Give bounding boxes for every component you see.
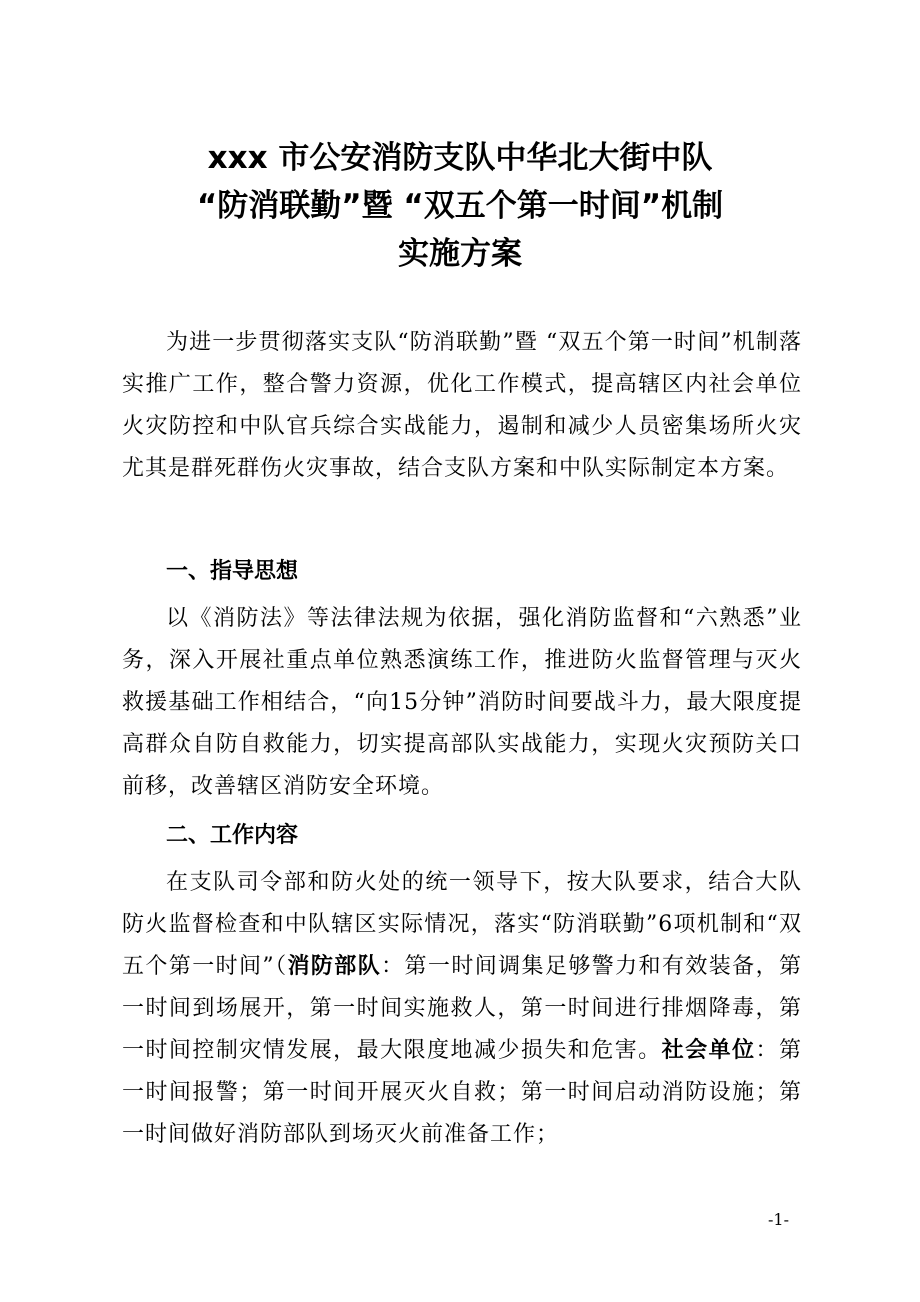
label-fire-department: 消防部队 <box>287 954 382 979</box>
title-line-1: xxx 市公安消防支队中华北大街中队 <box>207 140 713 176</box>
work-content-text-b: ：第一时间调集足够警力和有效装备，第一时间到场展开，第一时间实施救人，第一时间进行排烟降毒，第一时间控制灾情发展，最大限度地减少损失和危害。 <box>122 954 802 1063</box>
title-line-2: “防消联勤”暨 “双五个第一时间”机制 <box>196 188 724 224</box>
work-content-text-c: ：第一时间报警；第一时间开展灭火自救；第一时间启动消防设施；第一时间做好消防部队到场灭火前准备工作； <box>122 1038 802 1147</box>
guiding-ideology-paragraph: 以《消防法》等法律法规为依据，强化消防监督和“六熟悉”业务，深入开展社重点单位熟悉演练工作，推进防火监督管理与灭火救援基础工作相结合，“向15分钟”消防时间要战斗力，最大限度提高群众自防自救能力，切实提高部队实战能力，实现火灾预防关口前移，改善辖区消防安全环境。 <box>122 606 802 799</box>
work-content-text-a: 在支队司令部和防火处的统一领导下，按大队要求，结合大队防火监督检查和中队辖区实际情况，落实“防消联勤”6项机制和“双五个第一时间”（ <box>122 870 802 979</box>
section-heading-guiding-ideology: 一、指导思想 <box>166 559 299 584</box>
title-line-3: 实施方案 <box>398 236 522 272</box>
page-number: -1- <box>768 1210 789 1229</box>
work-content-paragraph <box>122 862 802 1156</box>
intro-paragraph: 为进一步贯彻落实支队“防消联勤”暨 “双五个第一时间”机制落实推广工作，整合警力资源，优化工作模式，提高辖区内社会单位火灾防控和中队官兵综合实战能力，遏制和减少人员密集场所火灾尤其是群死群伤火灾事故，结合支队方案和中队实际制定本方案。 <box>122 330 802 481</box>
section-heading-work-content: 二、工作内容 <box>166 823 299 848</box>
label-social-units: 社会单位 <box>661 1038 756 1063</box>
